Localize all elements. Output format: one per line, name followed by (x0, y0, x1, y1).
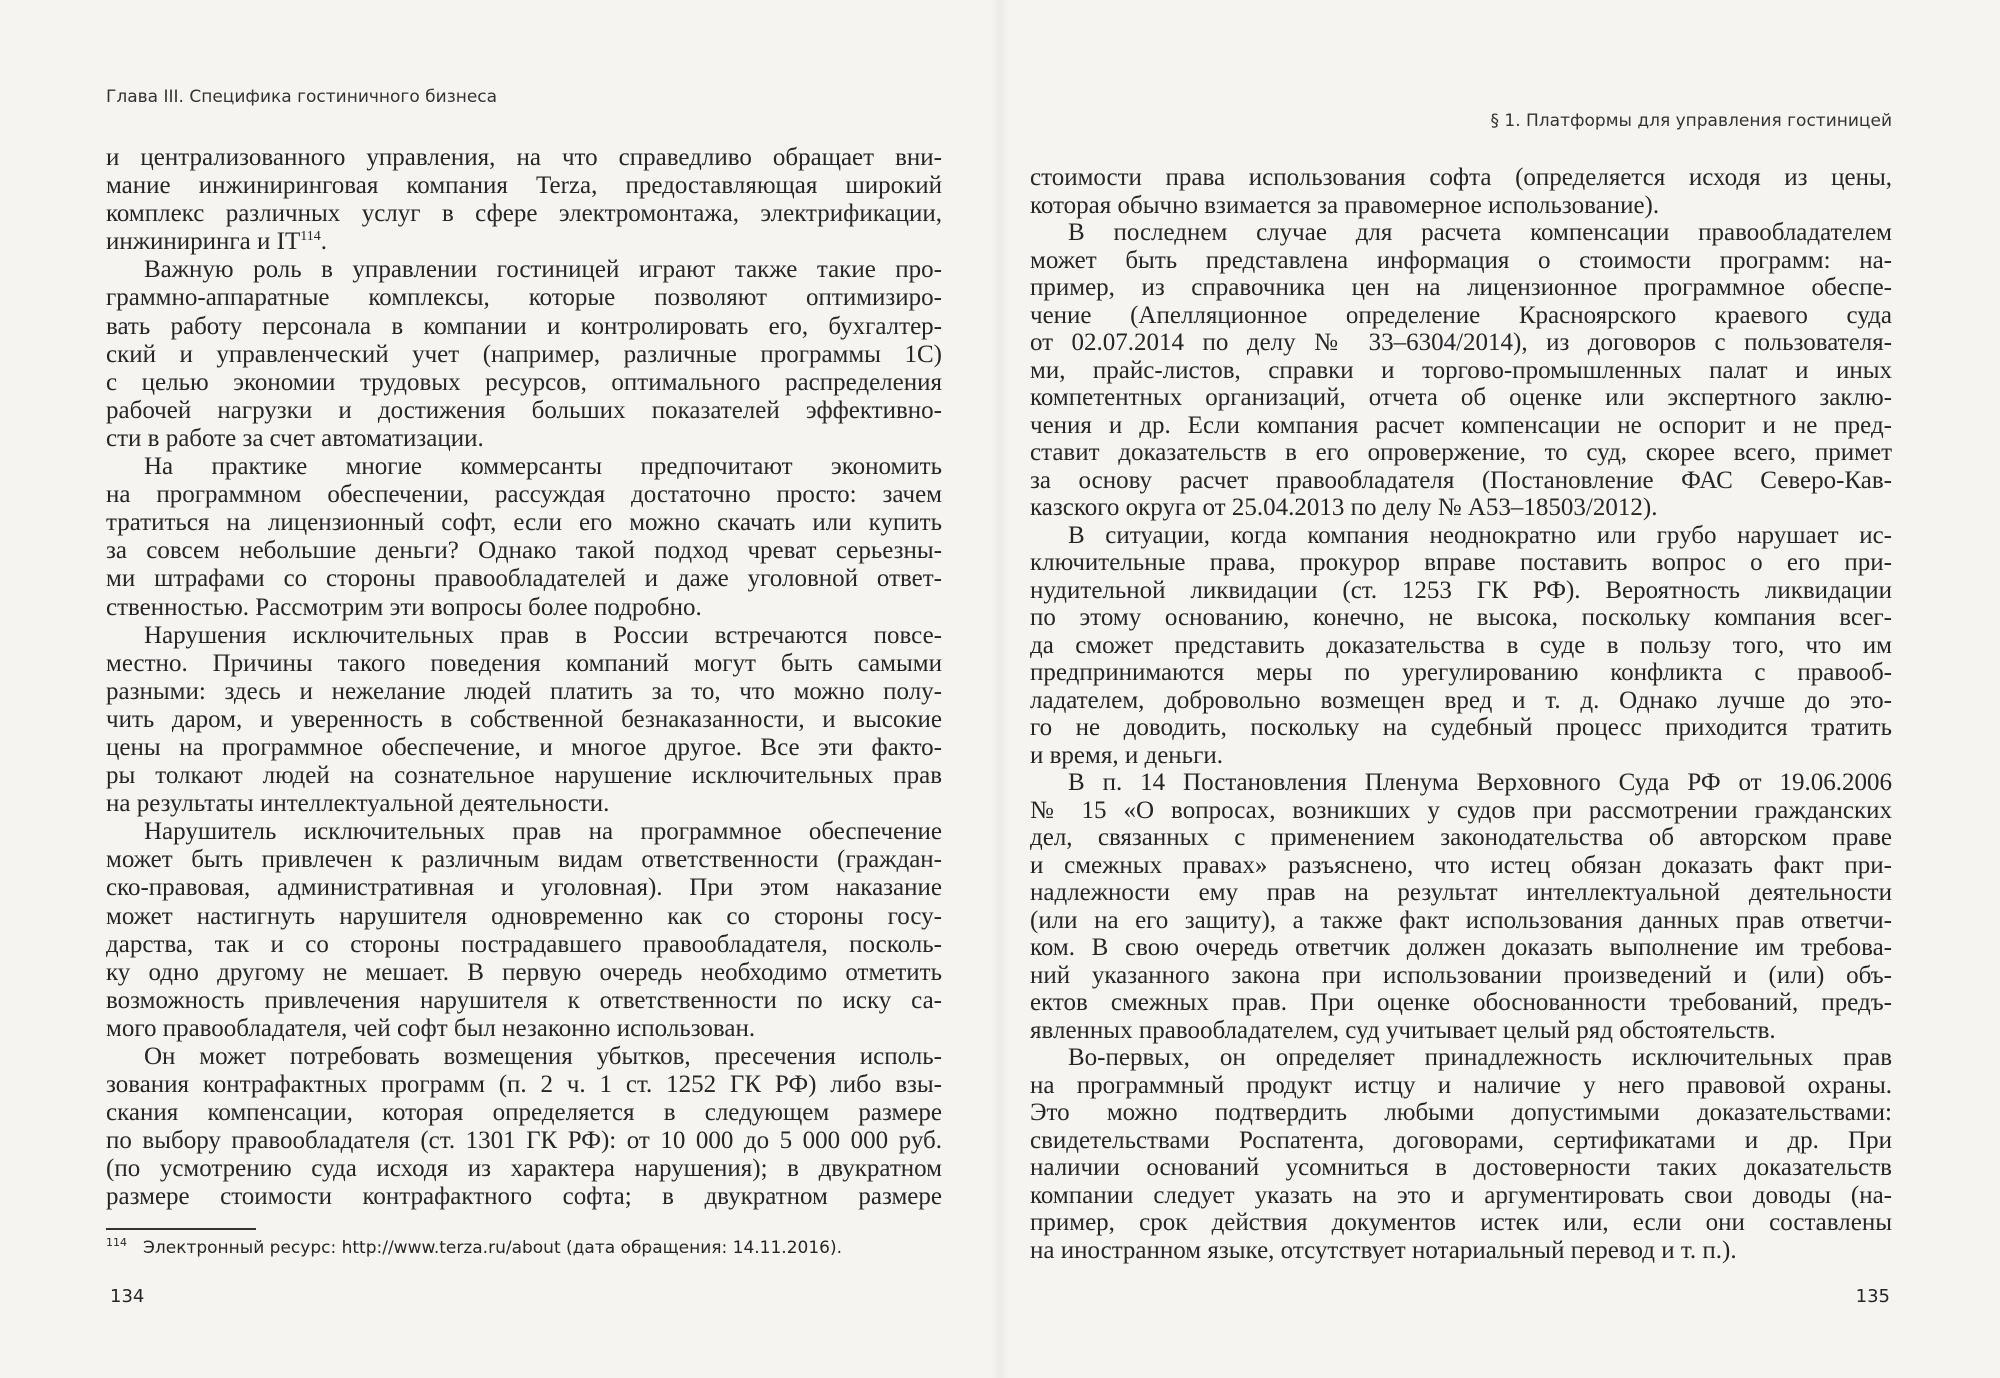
text-line: наличии оснований усомниться в достоверности таких доказательств (1030, 1154, 1892, 1181)
text-line: (по усмотрению суда исходя из характера нарушения); в двукратном (106, 1155, 942, 1183)
text-line: ры толкают людей на сознательное нарушение исключительных прав (106, 762, 942, 790)
text-line: цены на программное обеспечение, и многое другое. Все эти факто- (106, 733, 942, 761)
text-line: ладателем, добровольно возмещен вред и т. д. Однако лучше до это- (1030, 686, 1892, 714)
right-page-body (1030, 164, 1892, 1264)
text-line: может настигнуть нарушителя одновременно как со стороны госу- (106, 902, 942, 930)
text-line: В п. 14 Постановления Пленума Верховного Суда РФ от 19.06.2006 (1068, 769, 1892, 796)
text-line: Нарушения исключительных прав в России встречаются повсе- (144, 621, 942, 649)
text-line: чение (Апелляционное определение Красноярского краевого суда (1030, 301, 1892, 329)
text-line: ку одно другому не мешает. В первую очередь необходимо отметить (106, 958, 942, 986)
text-line: на программный продукт истцу и наличие у него правовой охраны. (1030, 1071, 1892, 1099)
paragraph (106, 818, 942, 1043)
paragraph (1030, 164, 1892, 219)
text-line: компании следует указать на это и аргументировать свои доводы (на- (1030, 1181, 1892, 1209)
text-line: и централизованного управления, на что справедливо обращает вни- (106, 144, 942, 171)
text-line: скания компенсации, которая определяется в следующем размере (106, 1099, 942, 1127)
footnote-114 (106, 1236, 842, 1258)
text-line: чения и др. Если компания расчет компенсации не оспорит и не пред- (1030, 411, 1892, 439)
text-line: нудительной ликвидации (ст. 1253 ГК РФ). Вероятность ликвидации (1030, 576, 1892, 604)
text-line: может быть привлечен к различным видам ответственности (граждан- (106, 846, 942, 874)
text-line: (или на его защиту), а также факт использования данных прав ответчи- (1030, 906, 1892, 934)
paragraph (106, 256, 942, 453)
footnote-reference[interactable]: 114 (300, 229, 321, 245)
text-line: надлежности ему прав на результат интеллектуальной деятельности (1030, 879, 1892, 906)
text-line (106, 228, 942, 256)
text-line: сти в работе за счет автоматизации. (106, 424, 484, 452)
text-line: ключительные права, прокурор вправе поставить вопрос о его при- (1030, 549, 1892, 576)
text-line: мого правообладателя, чей софт был незаконно использован. (106, 1014, 756, 1042)
text-line: от 02.07.2014 по делу № 33–6304/2014), из договоров с пользователя- (1030, 329, 1892, 356)
left-page-body (106, 144, 942, 1212)
paragraph (106, 144, 942, 256)
text-line: Это можно подтвердить любыми допустимыми доказательствами: (1030, 1099, 1892, 1126)
text-line: комплекс различных услуг в сфере электромонтажа, электрификации, (106, 200, 942, 228)
text-line: за совсем небольшие деньги? Однако такой подход чреват серьезны- (106, 537, 942, 565)
text-line: дарства, так и со стороны пострадавшего правообладателя, посколь- (106, 930, 942, 958)
paragraph (106, 453, 942, 622)
text-line: по этому основанию, конечно, не высока, поскольку компания всег- (1030, 604, 1892, 631)
text-line: ком. В свою очередь ответчик должен доказать выполнение им требова- (1030, 934, 1892, 961)
text-line: Он может потребовать возмещения убытков, пресечения исполь- (144, 1043, 942, 1070)
paragraph (106, 622, 942, 819)
paragraph (106, 1043, 942, 1212)
paragraph (1030, 1044, 1892, 1264)
text-line: рабочей нагрузки и достижения больших показателей эффективно- (106, 396, 942, 424)
text-line: ми штрафами со стороны правообладателей и даже уголовной ответ- (106, 565, 942, 593)
running-head-right: § 1. Платформы для управления гостиницей (1490, 111, 1892, 131)
footnote-text: Электронный ресурс: http://www.terza.ru/about (дата обращения: 14.11.2016). (143, 1238, 843, 1258)
text-line: Во-первых, он определяет принадлежность исключительных прав (1068, 1044, 1892, 1071)
text-line: на результаты интеллектуальной деятельности. (106, 790, 610, 818)
text-line: го не доводить, поскольку на судебный процесс приходится тратить (1030, 714, 1892, 741)
text-line: мание инжиниринговая компания Terza, предоставляющая широкий (106, 172, 942, 200)
book-gutter (990, 0, 1010, 1378)
text-line: ственностью. Рассмотрим эти вопросы более подробно. (106, 593, 702, 621)
text-line: зования контрафактных программ (п. 2 ч. 1 ст. 1252 ГК РФ) либо взы- (106, 1071, 942, 1099)
line-text-end: . (320, 228, 327, 256)
text-line: Важную роль в управлении гостиницей играют также такие про- (144, 256, 942, 284)
text-line: тратиться на лицензионный софт, если его можно скачать или купить (106, 509, 942, 537)
text-line: На практике многие коммерсанты предпочитают экономить (144, 453, 942, 481)
text-line: дел, связанных с применением законодательства об авторском праве (1030, 824, 1892, 851)
text-line: свидетельствами Роспатента, договорами, сертификатами и др. При (1030, 1126, 1892, 1154)
line-text: инжиниринга и IT (106, 228, 301, 256)
text-line: Нарушитель исключительных прав на программное обеспечение (144, 818, 942, 846)
paragraph (1030, 219, 1892, 522)
text-line: ский и управленческий учет (например, различные программы 1С) (106, 340, 942, 368)
footnote-divider (106, 1228, 256, 1230)
page-number-right: 135 (1855, 1286, 1890, 1307)
text-line: В последнем случае для расчета компенсации правообладателем (1068, 219, 1892, 246)
running-head-left: Глава III. Специфика гостиничного бизнеса (106, 87, 498, 107)
text-line: ми, прайс-листов, справки и торгово-промышленных палат и иных (1030, 356, 1892, 384)
text-line: ектов смежных прав. При оценке обоснованности требований, предъ- (1030, 989, 1892, 1016)
text-line: пример, срок действия документов истек или, если они составлены (1030, 1209, 1892, 1236)
text-line: ско-правовая, административная и уголовная). При этом наказание (106, 874, 942, 902)
text-line: казского округа от 25.04.2013 по делу № А53–18503/2012). (1030, 494, 1658, 521)
text-line: вать работу персонала в компании и контролировать его, бухгалтер- (106, 312, 942, 340)
paragraph (1030, 769, 1892, 1044)
text-line: № 15 «О вопросах, возникших у судов при рассмотрении гражданских (1030, 796, 1892, 824)
page-number-left: 134 (110, 1286, 145, 1307)
paragraph (1030, 522, 1892, 770)
text-line: за основу расчет правообладателя (Постановление ФАС Северо-Кав- (1030, 466, 1892, 494)
text-line: и время, и деньги. (1030, 741, 1223, 769)
text-line: которая обычно взимается за правомерное использование). (1030, 191, 1660, 219)
text-line: с целью экономии трудовых ресурсов, оптимального распределения (106, 368, 942, 396)
text-line: разными: здесь и нежелание людей платить за то, что можно полу- (106, 677, 942, 705)
text-line: на программном обеспечении, рассуждая достаточно просто: зачем (106, 481, 942, 509)
text-line: компетентных организаций, отчета об оценке или экспертного заклю- (1030, 384, 1892, 411)
text-line: пример, из справочника цен на лицензионное программное обеспе- (1030, 274, 1892, 301)
text-line: да сможет представить доказательства в суде в пользу того, что им (1030, 631, 1892, 659)
text-line: В ситуации, когда компания неоднократно или грубо нарушает ис- (1068, 521, 1892, 549)
text-line: стоимости права использования софта (определяется исходя из цены, (1030, 164, 1892, 191)
text-line: на иностранном языке, отсутствует нотариальный перевод и т. п.). (1030, 1236, 1737, 1264)
text-line: возможность привлечения нарушителя к ответственности по иску са- (106, 986, 942, 1014)
text-line: и смежных правах» разъяснено, что истец обязан доказать факт при- (1030, 851, 1892, 879)
text-line: ставит доказательств в его опровержение, то суд, скорее всего, примет (1030, 439, 1892, 466)
text-line: граммно-аппаратные комплексы, которые позволяют оптимизиро- (106, 284, 942, 312)
text-line: по выбору правообладателя (ст. 1301 ГК РФ): от 10 000 до 5 000 000 руб. (106, 1127, 942, 1155)
text-line: явленных правообладателем, суд учитывает целый ряд обстоятельств. (1030, 1016, 1776, 1044)
text-line: чить даром, и уверенность в собственной безнаказанности, и высокие (106, 705, 942, 733)
text-line: ний указанного закона при использовании произведений и (или) объ- (1030, 961, 1892, 989)
footnote-number: 114 (106, 1236, 127, 1249)
text-line: местно. Причины такого поведения компаний могут быть самыми (106, 649, 942, 677)
text-line: предпринимаются меры по урегулированию конфликта с правооб- (1030, 659, 1892, 686)
text-line: может быть представлена информация о стоимости программ: на- (1030, 246, 1892, 274)
text-line: размере стоимости контрафактного софта; в двукратном размере (106, 1183, 942, 1211)
